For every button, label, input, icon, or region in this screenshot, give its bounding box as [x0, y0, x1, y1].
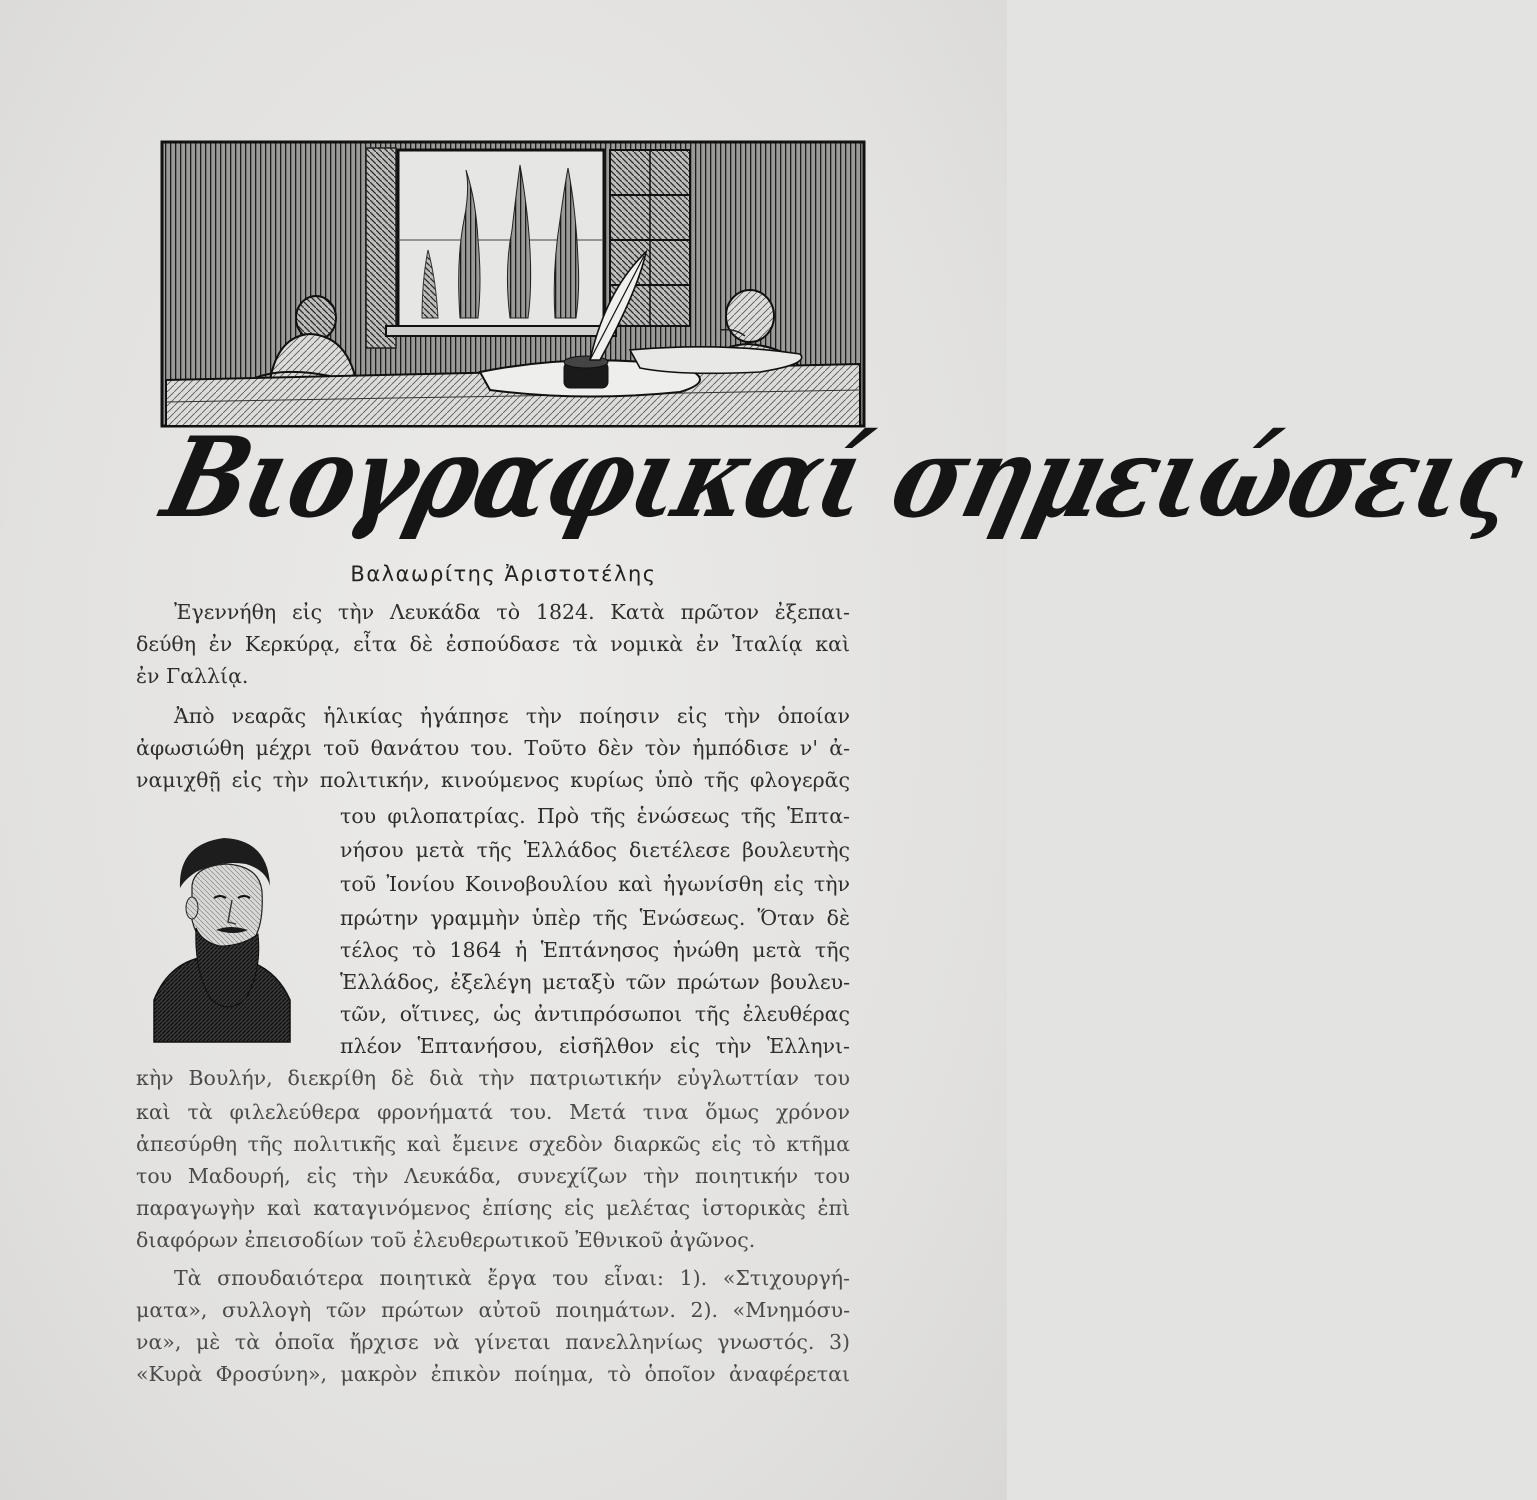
body-line-12: Ἑλλάδος, ἐξελέγη μεταξὺ τῶν πρώτων βουλευ- [340, 970, 850, 994]
body-line-2: δεύθη ἐν Κερκύρᾳ, εἶτα δὲ ἐσπούδασε τὰ νομικὰ ἐν Ἰταλίᾳ καὶ [136, 632, 850, 656]
body-line-17: ἀπεσύρθη τῆς πολιτικῆς καὶ ἔμεινε σχεδὸν διαρκῶς εἰς τὸ κτῆμα [136, 1132, 850, 1156]
body-line-5: ἀφωσιώθη μέχρι τοῦ θανάτου του. Τοῦτο δὲν τὸν ἠμπόδισε ν' ἀ- [136, 736, 850, 760]
script-heading: Βιογραφικαί σημειώσεις [151, 412, 1534, 543]
body-line-8: νήσου μετὰ τῆς Ἑλλάδος διετέλεσε βουλευτὴς [340, 838, 850, 862]
body-line-9: τοῦ Ἰονίου Κοινοβουλίου καὶ ἠγωνίσθη εἰς τὴν [340, 872, 850, 896]
body-line-15: κὴν Βουλήν, διεκρίθη δὲ διὰ τὴν πατριωτικήν εὐγλωττίαν του [136, 1066, 850, 1090]
body-line-13: τῶν, οἵτινες, ὡς ἀντιπρόσωποι τῆς ἐλευθέρας [340, 1002, 850, 1026]
body-line-20: διαφόρων ἐπεισοδίων τοῦ ἐλευθερωτικοῦ Ἐθνικοῦ ἀγῶνος. [136, 1228, 756, 1252]
body-line-10: πρώτην γραμμὴν ὑπὲρ τῆς Ἑνώσεως. Ὅταν δὲ [340, 906, 850, 930]
body-line-4: Ἀπὸ νεαρᾶς ἡλικίας ἠγάπησε τὴν ποίησιν εἰς τὴν ὁποίαν [174, 704, 850, 728]
body-line-21: Τὰ σπουδαιότερα ποιητικὰ ἔργα του εἶναι: 1). «Στιχουργή- [174, 1266, 850, 1290]
body-line-23: να», μὲ τὰ ὁποῖα ἤρχισε νὰ γίνεται πανελληνίως γνωστός. 3) [136, 1330, 850, 1354]
portrait-engraving [150, 830, 295, 1042]
body-line-6: ναμιχθῇ εἰς τὴν πολιτικήν, κινούμενος κυρίως ὑπὸ τῆς φλογερᾶς [136, 768, 850, 792]
body-line-16: καὶ τὰ φιλελεύθερα φρονήματά του. Μετά τινα ὅμως χρόνον [136, 1100, 850, 1124]
body-line-14: πλέον Ἑπτανήσου, εἰσῆλθον εἰς τὴν Ἑλληνι- [340, 1034, 850, 1058]
portrait-figure [150, 830, 295, 1042]
body-line-1: Ἐγεννήθη εἰς τὴν Λευκάδα τὸ 1824. Κατὰ πρῶτον ἐξεπαι- [174, 600, 850, 624]
header-illustration [160, 140, 866, 440]
body-line-11: τέλος τὸ 1864 ἡ Ἑπτάνησος ἡνώθη μετὰ τῆς [340, 938, 850, 962]
body-line-7: του φιλοπατρίας. Πρὸ τῆς ἑνώσεως τῆς Ἑπτα- [340, 804, 850, 828]
body-line-19: παραγωγὴν καὶ καταγινόμενος ἐπίσης εἰς μελέτας ἱστορικὰς ἐπὶ [136, 1196, 850, 1220]
reading-scene-illustration [160, 140, 866, 440]
article-subtitle: Βαλαωρίτης Ἀριστοτέλης [350, 562, 657, 586]
body-line-3: ἐν Γαλλίᾳ. [136, 664, 249, 688]
body-line-18: του Μαδουρή, εἰς τὴν Λευκάδα, συνεχίζων τὴν ποιητικήν του [136, 1164, 850, 1188]
body-line-22: ματα», συλλογὴ τῶν πρώτων αὐτοῦ ποιημάτων. 2). «Μνημόσυ- [136, 1298, 850, 1322]
body-line-24: «Κυρὰ Φροσύνη», μακρὸν ἐπικὸν ποίημα, τὸ ὁποῖον ἀναφέρεται [136, 1362, 850, 1386]
